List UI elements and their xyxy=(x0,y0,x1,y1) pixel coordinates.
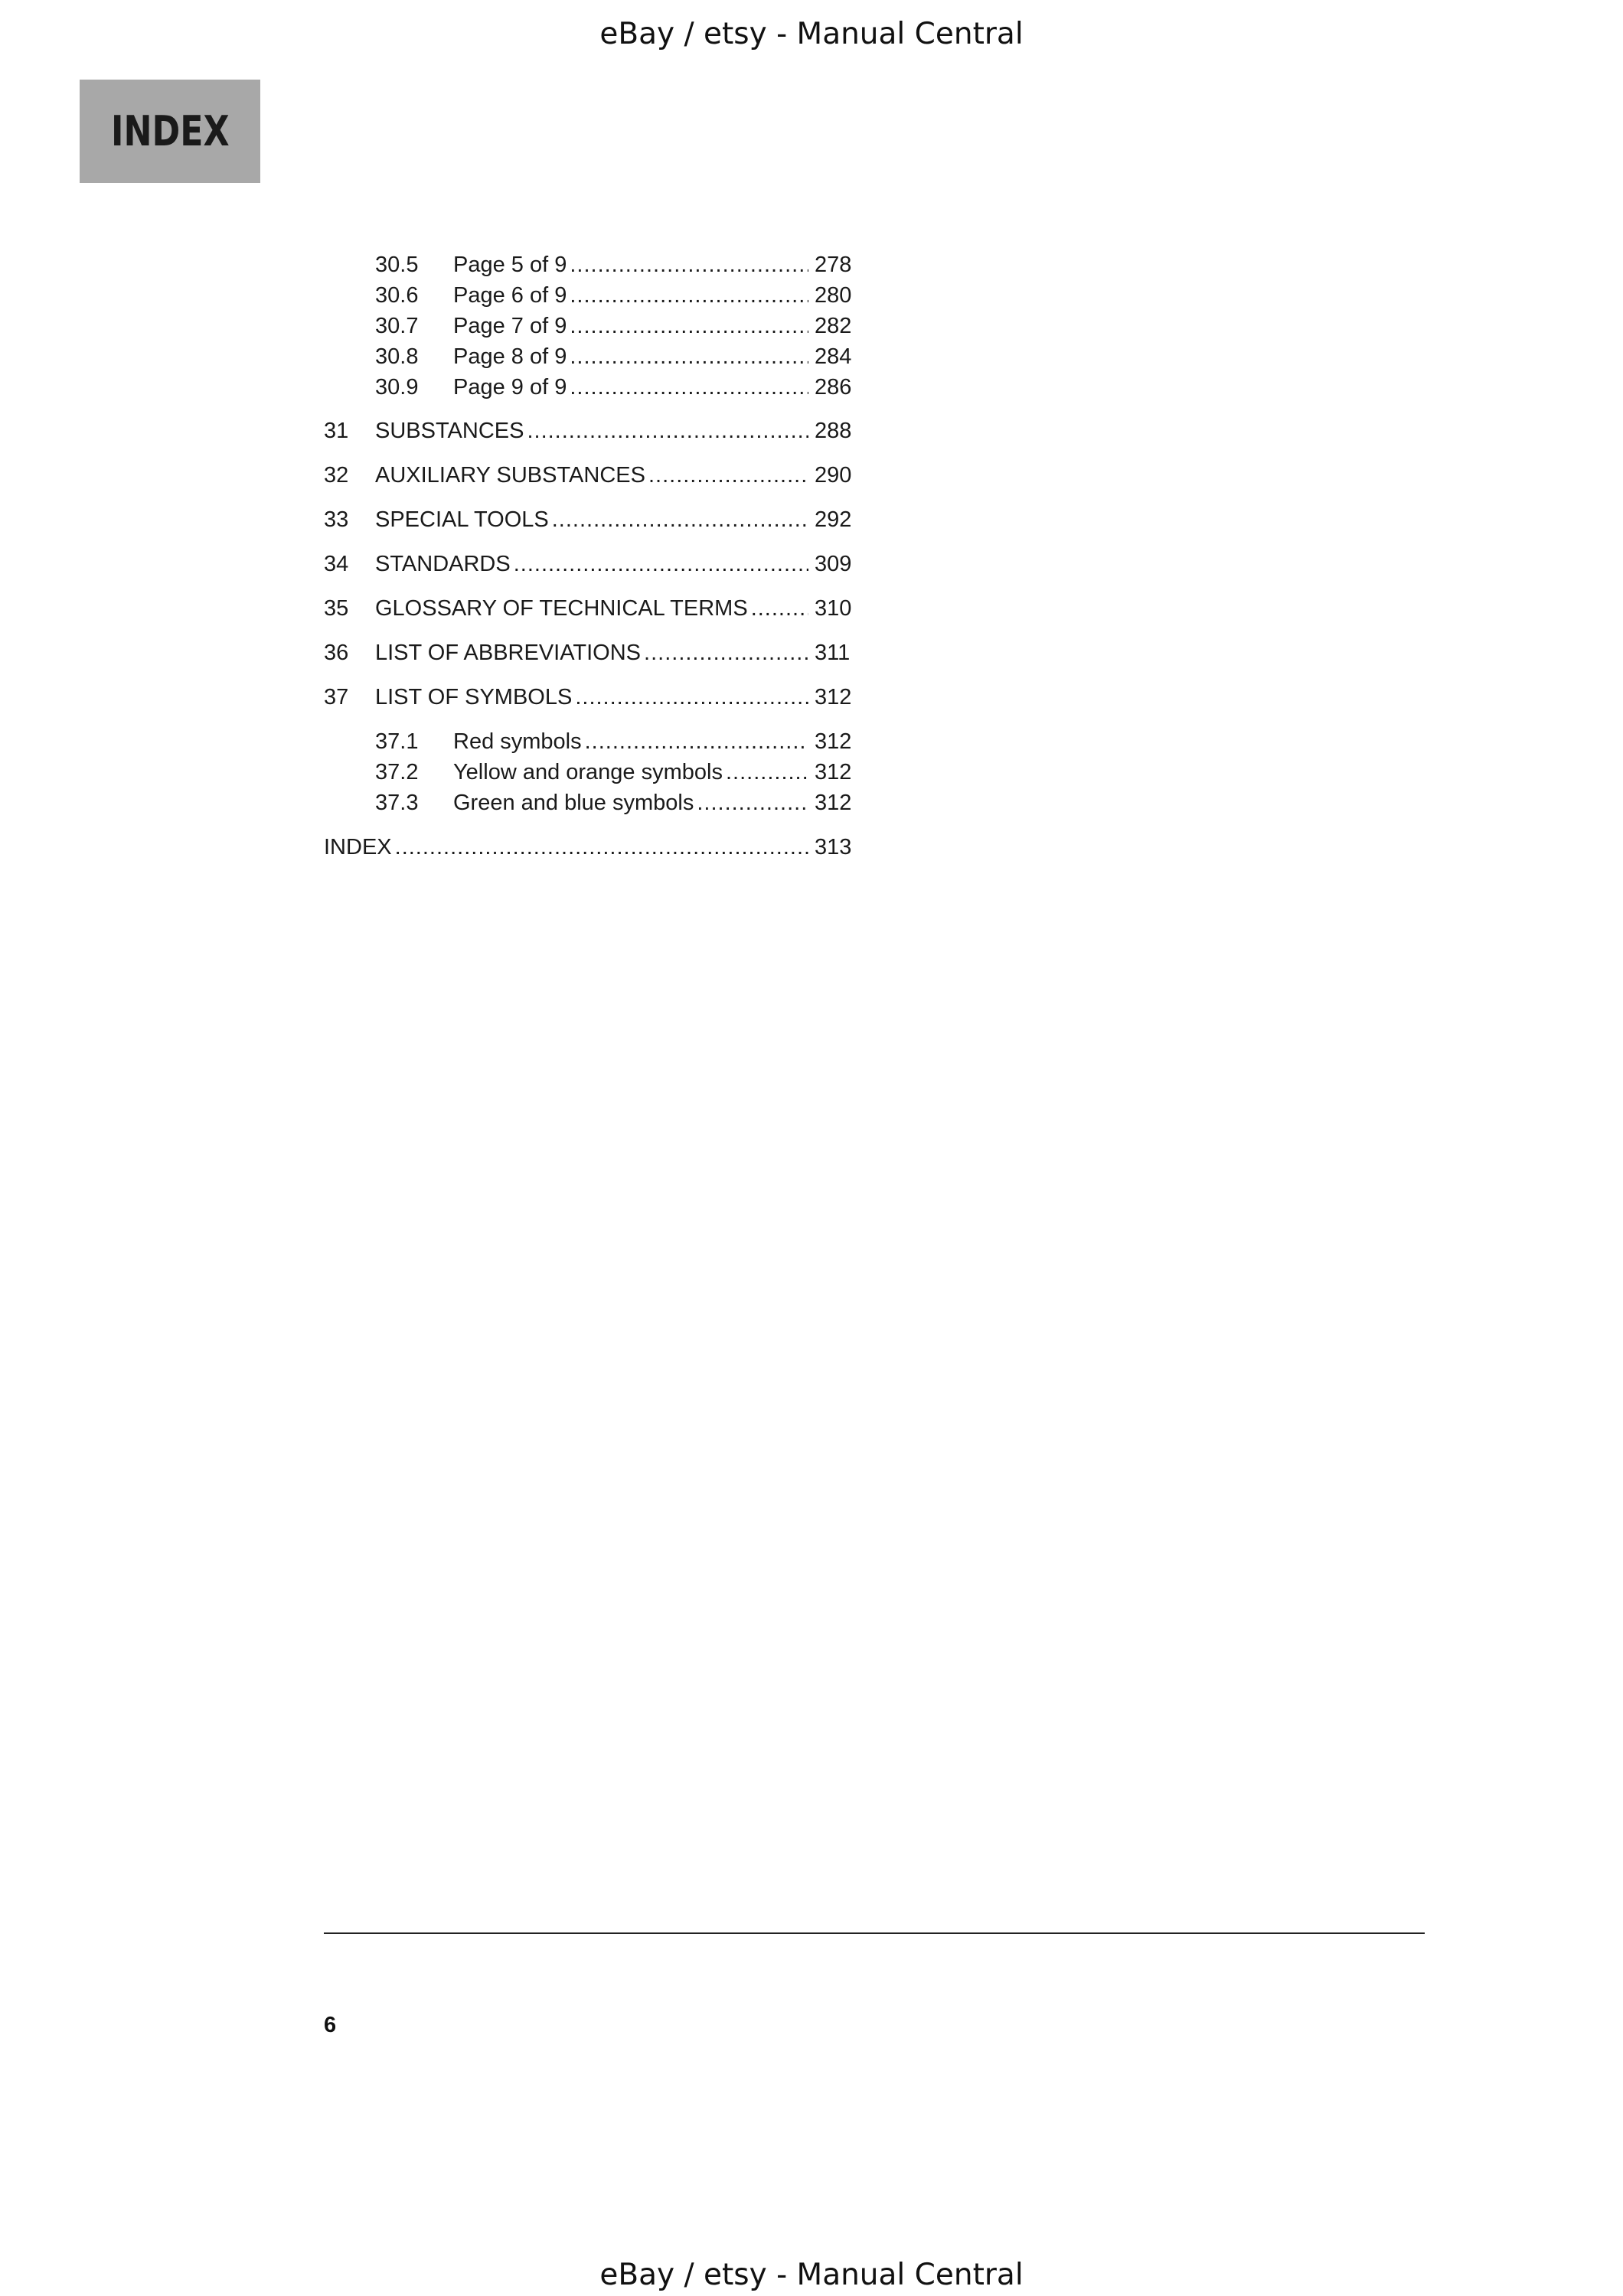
toc-entry-30-6[interactable] xyxy=(0,281,1623,310)
toc-entry-title: INDEX xyxy=(324,835,392,859)
toc-entry-36[interactable] xyxy=(0,638,1623,667)
toc-entry-page: 280 xyxy=(815,283,852,308)
toc-entry-page: 288 xyxy=(815,419,852,443)
toc-entry-32[interactable] xyxy=(0,461,1623,490)
toc-entry-number: 32 xyxy=(324,463,349,488)
toc-entry-title: Page 8 of 9 xyxy=(453,344,567,369)
toc-leader-dots xyxy=(697,788,808,817)
toc-entry-title: SUBSTANCES xyxy=(375,419,524,443)
toc-entry-number: 36 xyxy=(324,641,349,665)
toc-entry-number: 34 xyxy=(324,552,349,576)
toc-entry-37-3[interactable] xyxy=(0,788,1623,817)
toc-leader-dots xyxy=(726,758,808,787)
toc-entry-30-9[interactable] xyxy=(0,373,1623,402)
watermark-bottom: eBay / etsy - Manual Central xyxy=(599,2258,1024,2292)
toc-entry-34[interactable] xyxy=(0,550,1623,579)
toc-entry-title: Page 5 of 9 xyxy=(453,253,567,277)
page-number: 6 xyxy=(324,2013,337,2037)
toc-entry-number: 37 xyxy=(324,685,349,709)
toc-entry-page: 312 xyxy=(815,760,852,784)
toc-entry-number: 30.9 xyxy=(375,375,419,400)
toc-leader-dots xyxy=(751,594,808,623)
toc-entry-number: 30.7 xyxy=(375,314,419,338)
toc-entry-31[interactable] xyxy=(0,416,1623,445)
toc-leader-dots xyxy=(648,461,808,490)
toc-entry-number: 37.2 xyxy=(375,760,419,784)
toc-entry-title: GLOSSARY OF TECHNICAL TERMS xyxy=(375,596,748,621)
toc-entry-title: LIST OF SYMBOLS xyxy=(375,685,573,709)
toc-entry-number: 33 xyxy=(324,507,349,532)
toc-entry-number: 30.8 xyxy=(375,344,419,369)
toc-entry-number: 37.1 xyxy=(375,729,419,754)
toc-entry-30-5[interactable] xyxy=(0,250,1623,279)
toc-entry-page: 278 xyxy=(815,253,852,277)
toc-entry-title: Page 6 of 9 xyxy=(453,283,567,308)
toc-leader-dots xyxy=(570,250,808,279)
toc-entry-title: AUXILIARY SUBSTANCES xyxy=(375,463,645,488)
toc-entry-35[interactable] xyxy=(0,594,1623,623)
toc-entry-title: Page 9 of 9 xyxy=(453,375,567,400)
toc-entry-37-1[interactable] xyxy=(0,727,1623,756)
toc-leader-dots xyxy=(527,416,808,445)
toc-leader-dots xyxy=(585,727,808,756)
toc-entry-number: 35 xyxy=(324,596,349,621)
toc-entry-number: 30.6 xyxy=(375,283,419,308)
toc-leader-dots xyxy=(575,683,808,712)
toc-entry-page: 312 xyxy=(815,791,852,815)
toc-entry-title: Red symbols xyxy=(453,729,582,754)
footer-divider xyxy=(324,1932,1425,1934)
toc-leader-dots xyxy=(570,373,808,402)
toc-entry-page: 292 xyxy=(815,507,852,532)
toc-entry-page: 286 xyxy=(815,375,852,400)
toc-entry-page: 284 xyxy=(815,344,852,369)
toc-leader-dots xyxy=(395,833,808,862)
toc-entry-number: 31 xyxy=(324,419,349,443)
toc-entry-title: Page 7 of 9 xyxy=(453,314,567,338)
toc-entry-title: LIST OF ABBREVIATIONS xyxy=(375,641,642,665)
toc-entry-33[interactable] xyxy=(0,505,1623,534)
toc-entry-number: 30.5 xyxy=(375,253,419,277)
toc-entry-page: 311 xyxy=(815,641,851,665)
toc-entry-page: 312 xyxy=(815,685,852,709)
toc-leader-dots xyxy=(570,281,808,310)
toc-leader-dots xyxy=(552,505,808,534)
toc-entry-page: 310 xyxy=(815,596,852,621)
toc-entry-37-2[interactable] xyxy=(0,758,1623,787)
section-tab-label: INDEX xyxy=(110,107,230,155)
toc-entry-30-7[interactable] xyxy=(0,311,1623,341)
toc-entry-37[interactable] xyxy=(0,683,1623,712)
toc-entry-number: 37.3 xyxy=(375,791,419,815)
toc-entry-page: 312 xyxy=(815,729,852,754)
toc-entry-page: 313 xyxy=(815,835,852,859)
toc-entry-title: Yellow and orange symbols xyxy=(453,760,723,784)
toc-leader-dots xyxy=(570,311,808,341)
toc-leader-dots xyxy=(570,342,808,371)
watermark-top: eBay / etsy - Manual Central xyxy=(599,17,1024,51)
toc-leader-dots xyxy=(514,550,808,579)
toc-leader-dots xyxy=(644,638,808,667)
toc-entry-page: 290 xyxy=(815,463,852,488)
toc-entry-30-8[interactable] xyxy=(0,342,1623,371)
toc-entry-index[interactable] xyxy=(0,833,1623,862)
toc-entry-title: Green and blue symbols xyxy=(453,791,694,815)
toc-entry-title: SPECIAL TOOLS xyxy=(375,507,549,532)
toc-entry-page: 282 xyxy=(815,314,852,338)
toc-entry-page: 309 xyxy=(815,552,852,576)
toc-entry-title: STANDARDS xyxy=(375,552,511,576)
